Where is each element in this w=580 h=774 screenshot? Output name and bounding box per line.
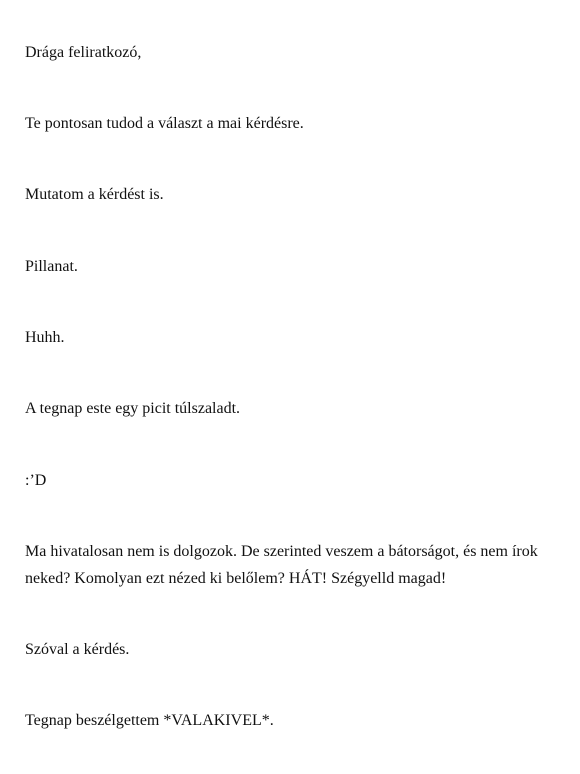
paragraph: Huhh. bbox=[25, 329, 65, 346]
paragraph: :’D bbox=[25, 472, 47, 489]
paragraph: Mutatom a kérdést is. bbox=[25, 186, 164, 203]
paragraph: Tegnap beszélgettem *VALAKIVEL*. bbox=[25, 712, 274, 729]
paragraph: Szóval a kérdés. bbox=[25, 641, 130, 658]
paragraph: Te pontosan tudod a választ a mai kérdésre. bbox=[25, 115, 304, 132]
greeting: Drága feliratkozó, bbox=[25, 44, 142, 61]
paragraph: A tegnap este egy picit túlszaladt. bbox=[25, 400, 241, 417]
paragraph: Ma hivatalosan nem is dolgozok. De szerinted veszem a bátorságot, és nem írok neked? Komolyan ezt nézed ki belőlem? HÁT! Szégyelld magad! bbox=[25, 543, 538, 587]
paragraph: Pillanat. bbox=[25, 258, 78, 275]
